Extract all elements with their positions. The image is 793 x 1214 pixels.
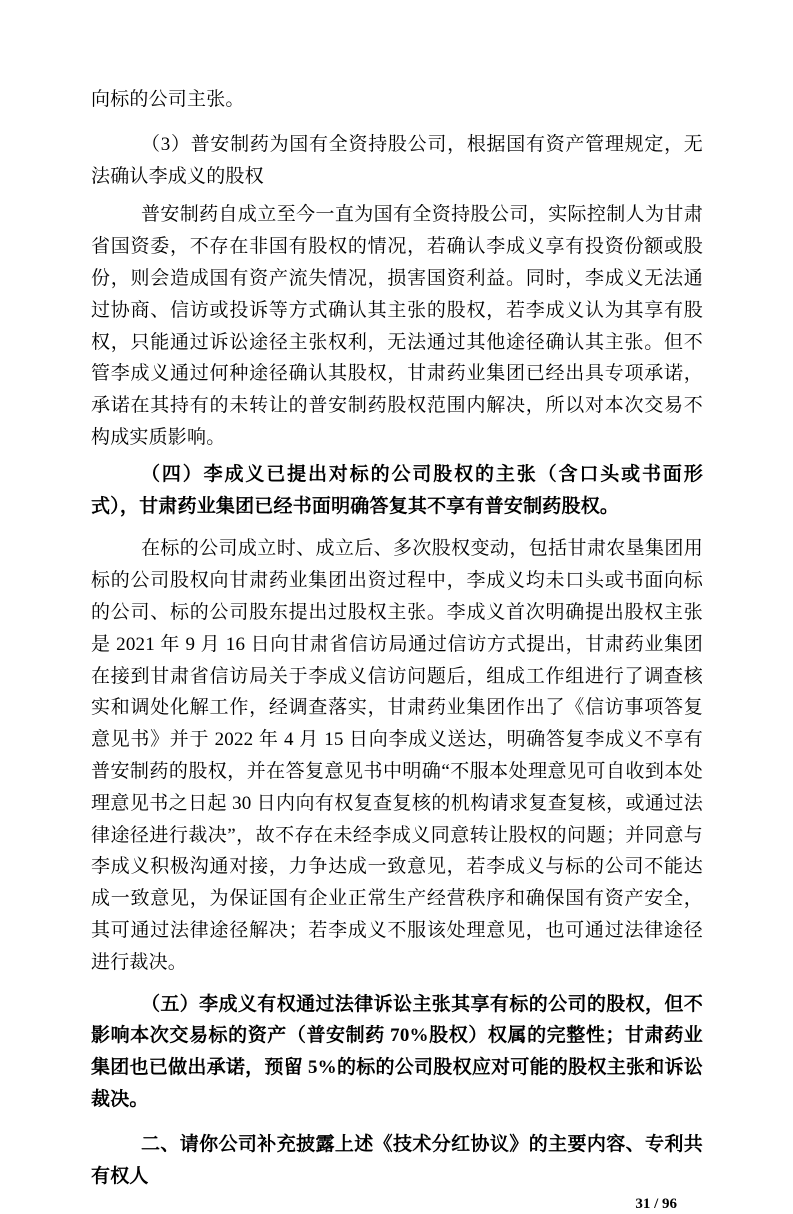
paragraph-continuation: 向标的公司主张。 xyxy=(91,89,245,110)
item-3-subheading: （3）普安制药为国有全资持股公司，根据国有资产管理规定，无法确认李成义的股权 xyxy=(91,133,703,187)
heading-section-5: （五）李成义有权通过法律诉讼主张其享有标的公司的股权，但不影响本次交易标的资产（普安制药 70%股权）权属的完整性；甘肃药业集团也已做出承诺，预留 5%的标的公司股权应对可能的股权主张和诉讼裁决。 xyxy=(91,993,703,1110)
paragraph-claim-history: 在标的公司成立时、成立后、多次股权变动，包括甘肃农垦集团用标的公司股权向甘肃药业集团出资过程中，李成义均未口头或书面向标的公司、标的公司股东提出过股权主张。李成义首次明确提出股权主张是 2021 年 9 月 16 日向甘肃省信访局通过信访方式提出，甘肃药业集团在接到甘肃省信访局关于李成义信访问题后，组成工作组进行了调查核实和调处化解工作，经调查落实，甘肃药业集团作出了《信访事项答复意见书》并于 2022 年 4 月 15 日向李成义送达，明确答复李成义不享有普安制药的股权，并在答复意见书中明确“不服本处理意见可自收到本处理意见书之日起 30 日内向有权复查复核的机构请求复查复核，或通过法律途径进行裁决”，故不存在未经李成义同意转让股权的问题；并同意与李成义积极沟通对接，力争达成一致意见，若李成义与标的公司不能达成一致意见，为保证国有企业正常生产经营秩序和确保国有资产安全，其可通过法律途径解决；若李成义不服该处理意见，也可通过法律途径进行裁决。 xyxy=(91,538,703,973)
page-number-row xyxy=(91,1194,703,1214)
paragraph-puan-state-owned: 普安制药自成立至今一直为国有全资持股公司，实际控制人为甘肃省国资委，不存在非国有股权的情况，若确认李成义享有投资份额或股份，则会造成国有资产流失情况，损害国资利益。同时，李成义无法通过协商、信访或投诉等方式确认其主张的股权，若李成义认为其享有股权，只能通过诉讼途径主张权利，无法通过其他途径确认其主张。但不管李成义通过何种途径确认其股权，甘肃药业集团已经出具专项承诺，承诺在其持有的未转让的普安制药股权范围内解决，所以对本次交易不构成实质影响。 xyxy=(91,204,703,448)
page-number: 31 / 96 xyxy=(635,1196,677,1213)
heading-question-2: 二、请你公司补充披露上述《技术分红协议》的主要内容、专利共有权人 xyxy=(91,1133,703,1187)
heading-section-4: （四）李成义已提出对标的公司股权的主张（含口头或书面形式），甘肃药业集团已经书面明确答复其不享有普安制药股权。 xyxy=(91,463,703,517)
document-content xyxy=(91,84,703,1214)
